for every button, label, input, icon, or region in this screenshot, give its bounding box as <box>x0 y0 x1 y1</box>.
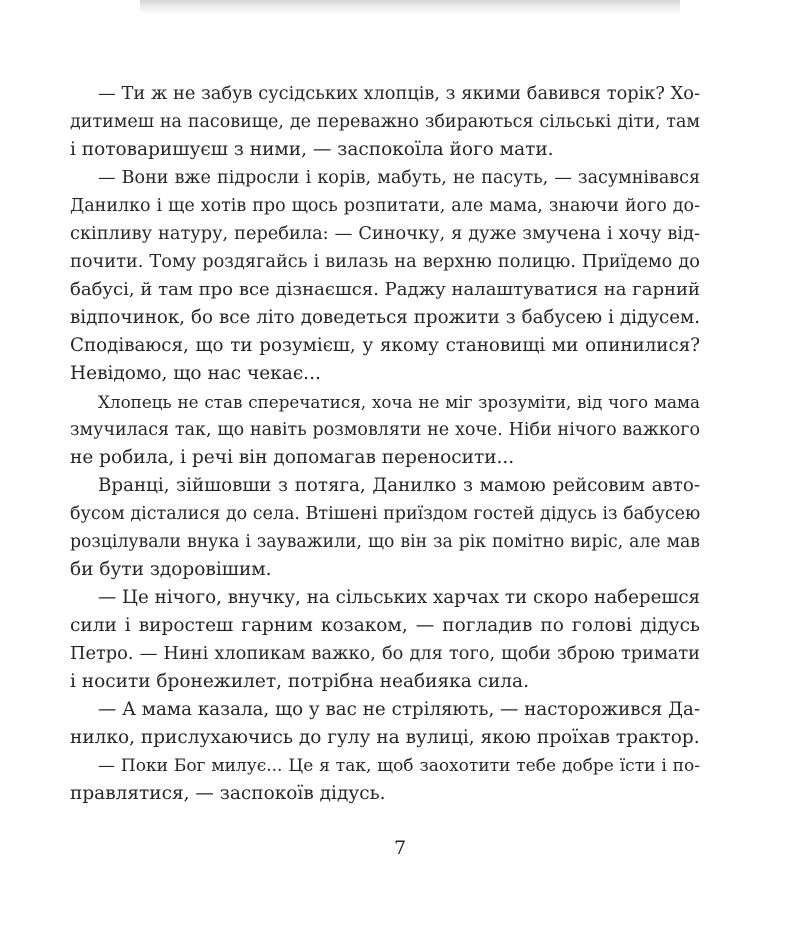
paragraph-2 <box>70 164 700 388</box>
text-line: бабусі, й там про все дізнаєшся. Раджу налаштуватися на гарний <box>70 279 700 300</box>
text-line: сили і виростеш гарним козаком, — погладив по голові дідусь <box>70 615 700 636</box>
text-line: — А мама казала, що у вас не стріляють, — насторожився Да- <box>98 699 700 720</box>
text-line: Невідомо, що нас чекає... <box>70 363 321 384</box>
text-line: Петро. — Нині хлопикам важко, бо для того, щоби зброю тримати <box>70 644 700 664</box>
text-line: Хлопець не став сперечатися, хоча не міг зрозуміти, від чого мама <box>98 392 700 412</box>
text-line: і носити бронежилет, потрібна неабияка сила. <box>70 671 529 692</box>
paragraph-5 <box>70 584 700 696</box>
text-line: почити. Тому роздягайсь і вилазь на верхню полицю. Приїдемо до <box>70 252 700 272</box>
text-line: скіпливу натуру, перебила: — Синочку, я дуже змучена і хочу від- <box>70 224 700 244</box>
paragraph-7 <box>70 752 700 808</box>
text-line: — Поки Бог милує... Це я так, щоб заохотити тебе добре їсти і по- <box>98 756 700 776</box>
text-line: — Це нічого, внучку, на сільських харчах ти скоро наберешся <box>98 587 701 608</box>
text-line: і потоваришуєш з ними, — заспокоїла його мати. <box>70 139 554 160</box>
text-line: би бути здоровішим. <box>70 559 272 580</box>
paragraph-6 <box>70 696 700 752</box>
text-line: не робила, і речі він допомагав переносити... <box>70 447 515 468</box>
text-line: — Вони вже підросли і корів, мабуть, не пасуть, — засумнівався <box>98 168 700 188</box>
text-line: змучилася так, що навіть розмовляти не хоче. Ніби нічого важкого <box>70 420 700 440</box>
paragraph-4 <box>70 472 700 584</box>
text-line: правлятися, — заспокоїв дідусь. <box>70 783 386 804</box>
text-line: розцілували внука і зауважили, що він за рік помітно виріс, але мав <box>70 532 700 552</box>
text-line: — Ти ж не забув сусідських хлопців, з якими бавився торік? Хо- <box>98 84 700 104</box>
paragraph-3 <box>70 388 700 472</box>
paragraph-1 <box>70 80 700 164</box>
text-line: Вранці, зійшовши з потяга, Данилко з мамою рейсовим авто- <box>98 475 700 496</box>
page-number: 7 <box>393 837 407 859</box>
text-line: бусом дісталися до села. Втішені приїздом гостей дідусь із бабусею <box>70 504 701 524</box>
text-line: нилко, прислухаючись до гулу на вулиці, якою проїхав трактор. <box>70 727 700 748</box>
text-line: дитимеш на пасовище, де переважно збираються сільські діти, там <box>70 112 700 132</box>
body-text <box>70 80 700 808</box>
text-line: відпочинок, бо все літо доведеться прожити з бабусею і дідусем. <box>70 307 700 328</box>
previous-page-bleed <box>140 0 680 14</box>
text-line: Сподіваюся, що ти розумієш, у якому становищі ми опинилися? <box>70 335 700 356</box>
text-line: Данилко і ще хотів про щось розпитати, але мама, знаючи його до- <box>70 196 700 216</box>
